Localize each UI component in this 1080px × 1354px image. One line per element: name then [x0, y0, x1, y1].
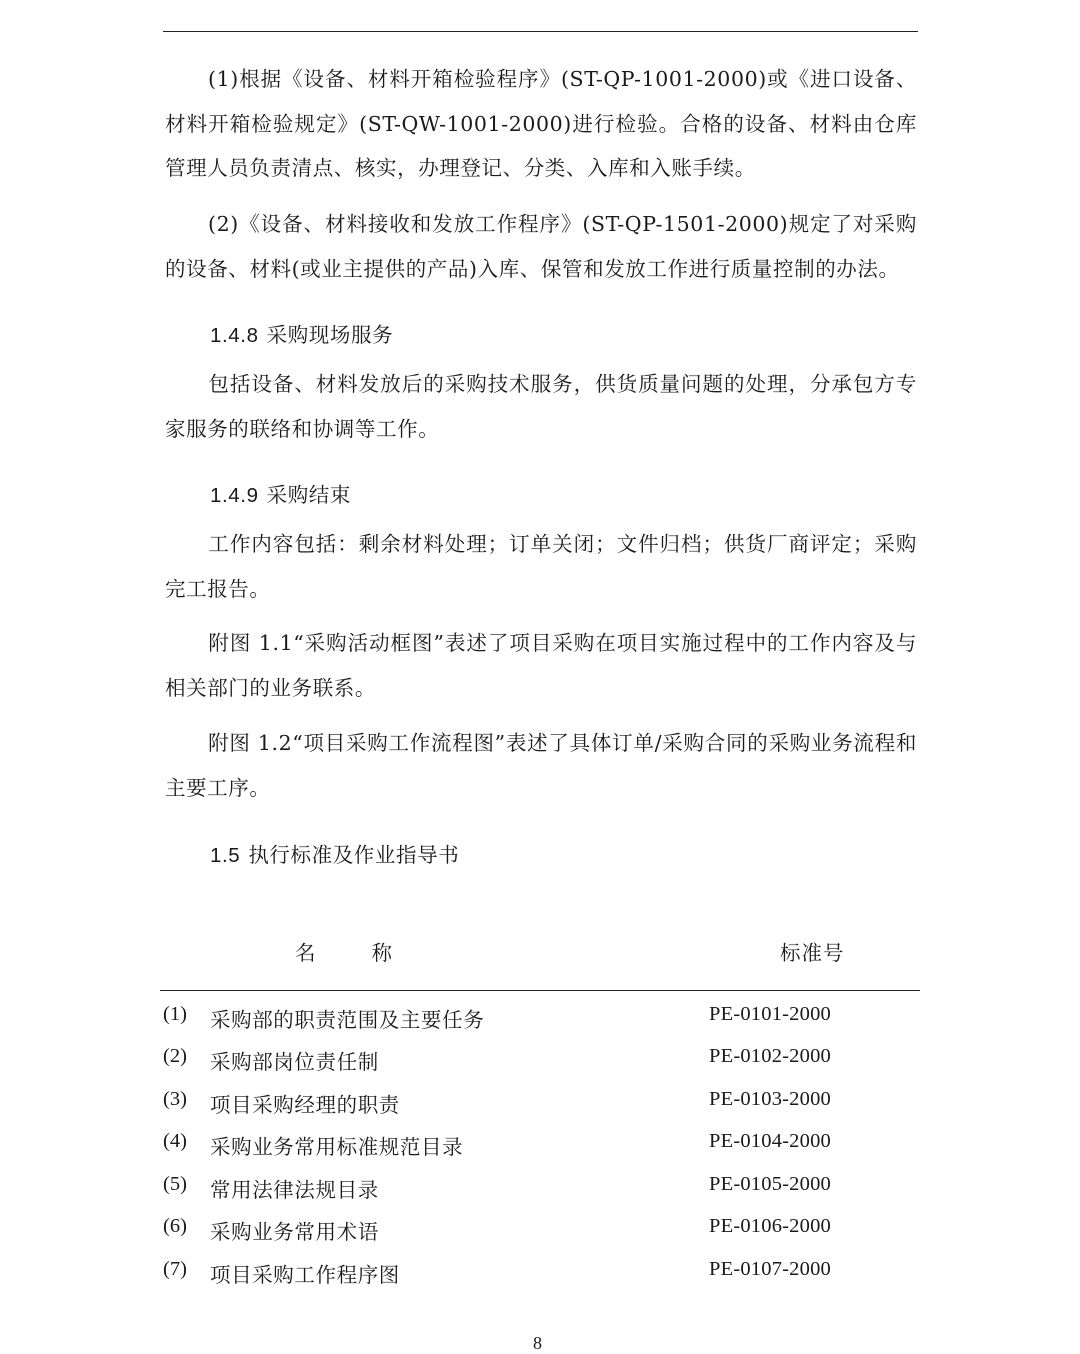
page-number: 8: [533, 1333, 542, 1353]
row-name: 采购部的职责范围及主要任务: [210, 1008, 485, 1032]
table-row: [160, 1215, 920, 1249]
row-code: PE-0105-2000: [709, 1173, 831, 1195]
table-row: [160, 1258, 920, 1292]
paragraph-inspection: (1)根据《设备、材料开箱检验程序》(ST-QP-1001-2000)或《进口设备、材料开箱检验规定》(ST-QW-1001-2000)进行检验。合格的设备、材料由仓库管理人员负责清点、核实，办理登记、分类、入库和入账手续。: [165, 67, 917, 180]
row-index: (3): [163, 1088, 187, 1110]
row-code: PE-0102-2000: [709, 1045, 831, 1067]
paragraph-closeout: 工作内容包括：剩余材料处理；订单关闭；文件归档；供货厂商评定；采购完工报告。: [165, 532, 917, 601]
row-code: PE-0103-2000: [709, 1088, 831, 1110]
row-name: 项目采购工作程序图: [210, 1263, 400, 1287]
heading-1-4-8: 1.4.8 采购现场服务: [210, 323, 394, 347]
column-header-standard: 标准号: [780, 941, 845, 965]
table-row: [160, 1003, 920, 1037]
table-header: [160, 936, 920, 966]
row-index: (2): [163, 1045, 187, 1067]
paragraph-receiving: (2)《设备、材料接收和发放工作程序》(ST-QP-1501-2000)规定了对采购的设备、材料(或业主提供的产品)入库、保管和发放工作进行质量控制的办法。: [165, 212, 917, 281]
table-header-rule: [160, 990, 920, 991]
row-code: PE-0106-2000: [709, 1215, 831, 1237]
row-code: PE-0101-2000: [709, 1003, 831, 1025]
row-index: (7): [163, 1258, 187, 1280]
row-code: PE-0107-2000: [709, 1258, 831, 1280]
row-code: PE-0104-2000: [709, 1130, 831, 1152]
paragraph-site-service: 包括设备、材料发放后的采购技术服务，供货质量问题的处理，分承包方专家服务的联络和协调等工作。: [165, 372, 917, 441]
row-name: 采购部岗位责任制: [210, 1050, 379, 1074]
row-index: (6): [163, 1215, 187, 1237]
paragraph-figure-1-1: 附图 1.1“采购活动框图”表述了项目采购在项目实施过程中的工作内容及与相关部门的业务联系。: [165, 631, 917, 700]
heading-1-5: 1.5 执行标准及作业指导书: [210, 843, 460, 867]
paragraph-figure-1-2: 附图 1.2“项目采购工作流程图”表述了具体订单/采购合同的采购业务流程和主要工序。: [165, 731, 917, 800]
row-name: 采购业务常用标准规范目录: [210, 1135, 464, 1159]
table-row: [160, 1130, 920, 1164]
row-name: 项目采购经理的职责: [210, 1093, 400, 1117]
row-name: 采购业务常用术语: [210, 1220, 379, 1244]
column-header-name: 名称: [295, 941, 448, 965]
table-row: [160, 1088, 920, 1122]
heading-1-4-9: 1.4.9 采购结束: [210, 483, 352, 507]
table-row: [160, 1045, 920, 1079]
header-rule: [163, 31, 918, 32]
row-index: (4): [163, 1130, 187, 1152]
row-index: (5): [163, 1173, 187, 1195]
row-name: 常用法律法规目录: [210, 1178, 379, 1202]
table-row: [160, 1173, 920, 1207]
row-index: (1): [163, 1003, 187, 1025]
